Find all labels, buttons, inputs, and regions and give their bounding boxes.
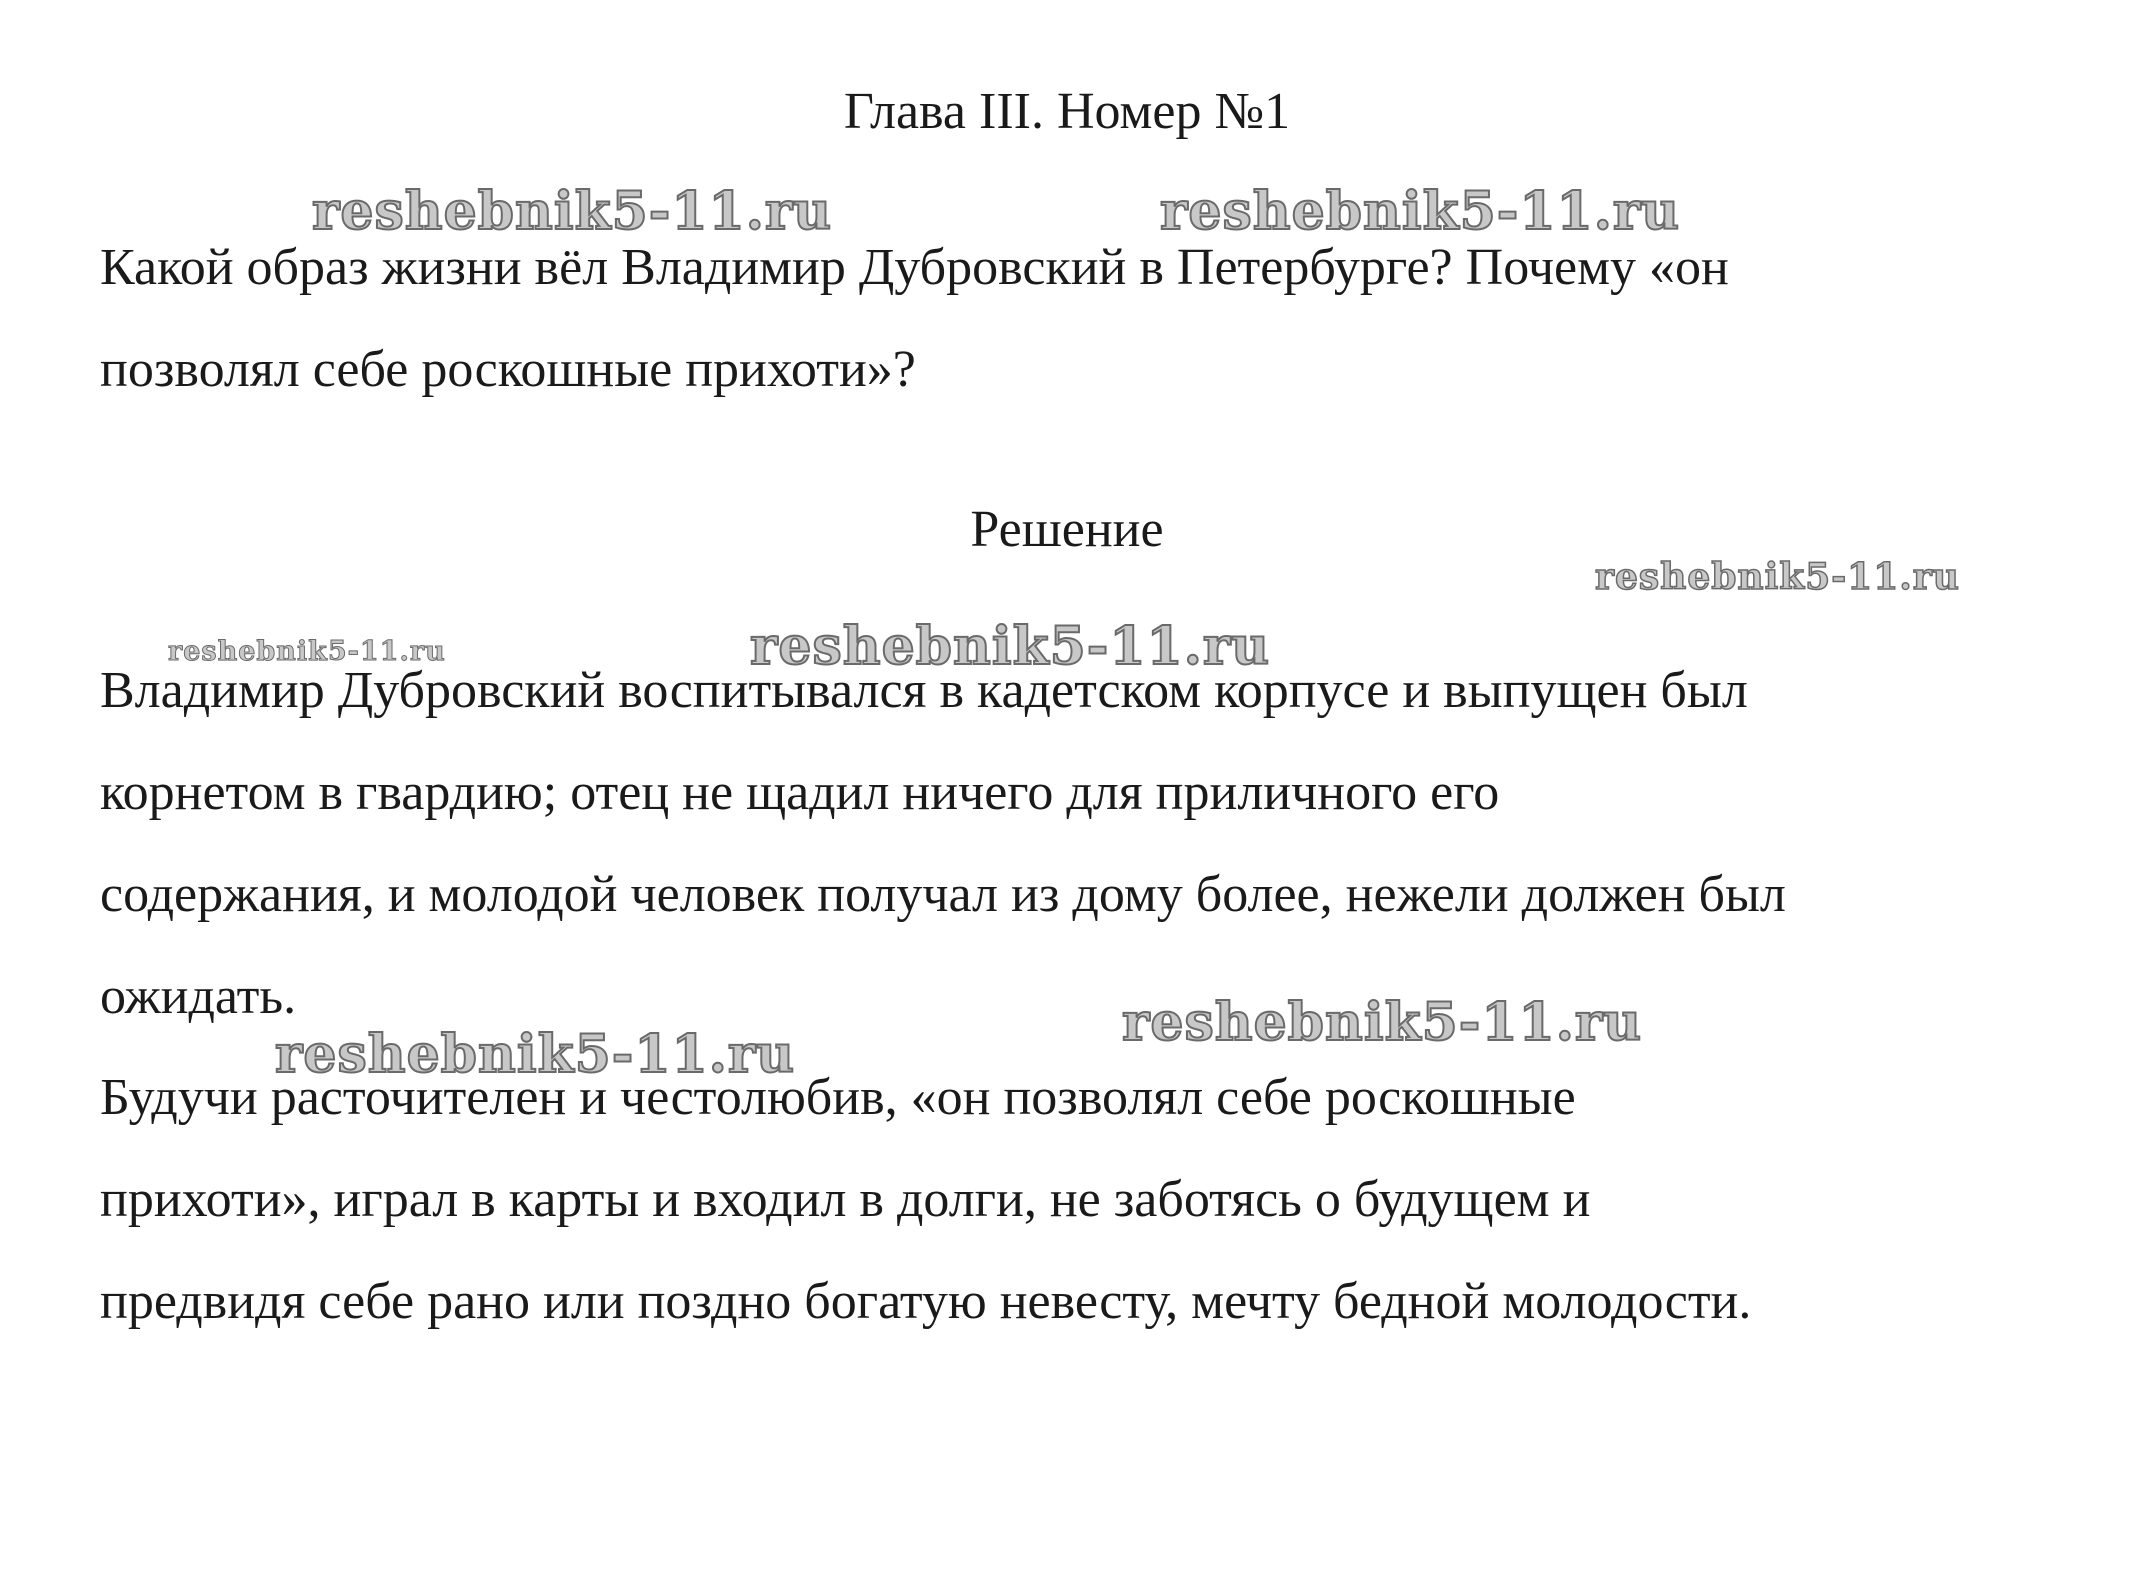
answer-line: предвидя себе рано или поздно богатую невесту, мечту бедной молодости.	[100, 1273, 1752, 1330]
watermark: reshebnik5-11.ru	[1595, 556, 1960, 598]
question-text	[100, 217, 2100, 421]
solution-heading: Решение	[970, 501, 1164, 558]
question-line: позволял себе роскошные прихоти»?	[100, 341, 916, 398]
answer-paragraph-1	[100, 640, 2100, 1048]
answer-line: содержания, и молодой человек получал из дому более, нежели должен был	[100, 866, 1786, 923]
watermark: reshebnik5-11.ru	[750, 616, 1271, 677]
answer-line: ожидать.	[100, 968, 297, 1025]
watermark: reshebnik5-11.ru	[168, 636, 446, 667]
answer-line: Будучи расточителен и честолюбив, «он позволял себе роскошные	[100, 1069, 1576, 1126]
answer-paragraph-2	[100, 1047, 2100, 1353]
question-line: Какой образ жизни вёл Владимир Дубровский в Петербурге? Почему «он	[100, 239, 1729, 296]
watermark: reshebnik5-11.ru	[1160, 181, 1681, 242]
page-title: Глава III. Номер №1	[843, 83, 1291, 140]
answer-line: Владимир Дубровский воспитывался в кадетском корпусе и выпущен был	[100, 662, 1748, 719]
watermark: reshebnik5-11.ru	[1122, 992, 1643, 1053]
answer-line: корнетом в гвардию; отец не щадил ничего для приличного его	[100, 764, 1500, 821]
watermark: reshebnik5-11.ru	[275, 1024, 796, 1085]
answer-line: прихоти», играл в карты и входил в долги, не заботясь о будущем и	[100, 1171, 1591, 1228]
watermark: reshebnik5-11.ru	[312, 181, 833, 242]
